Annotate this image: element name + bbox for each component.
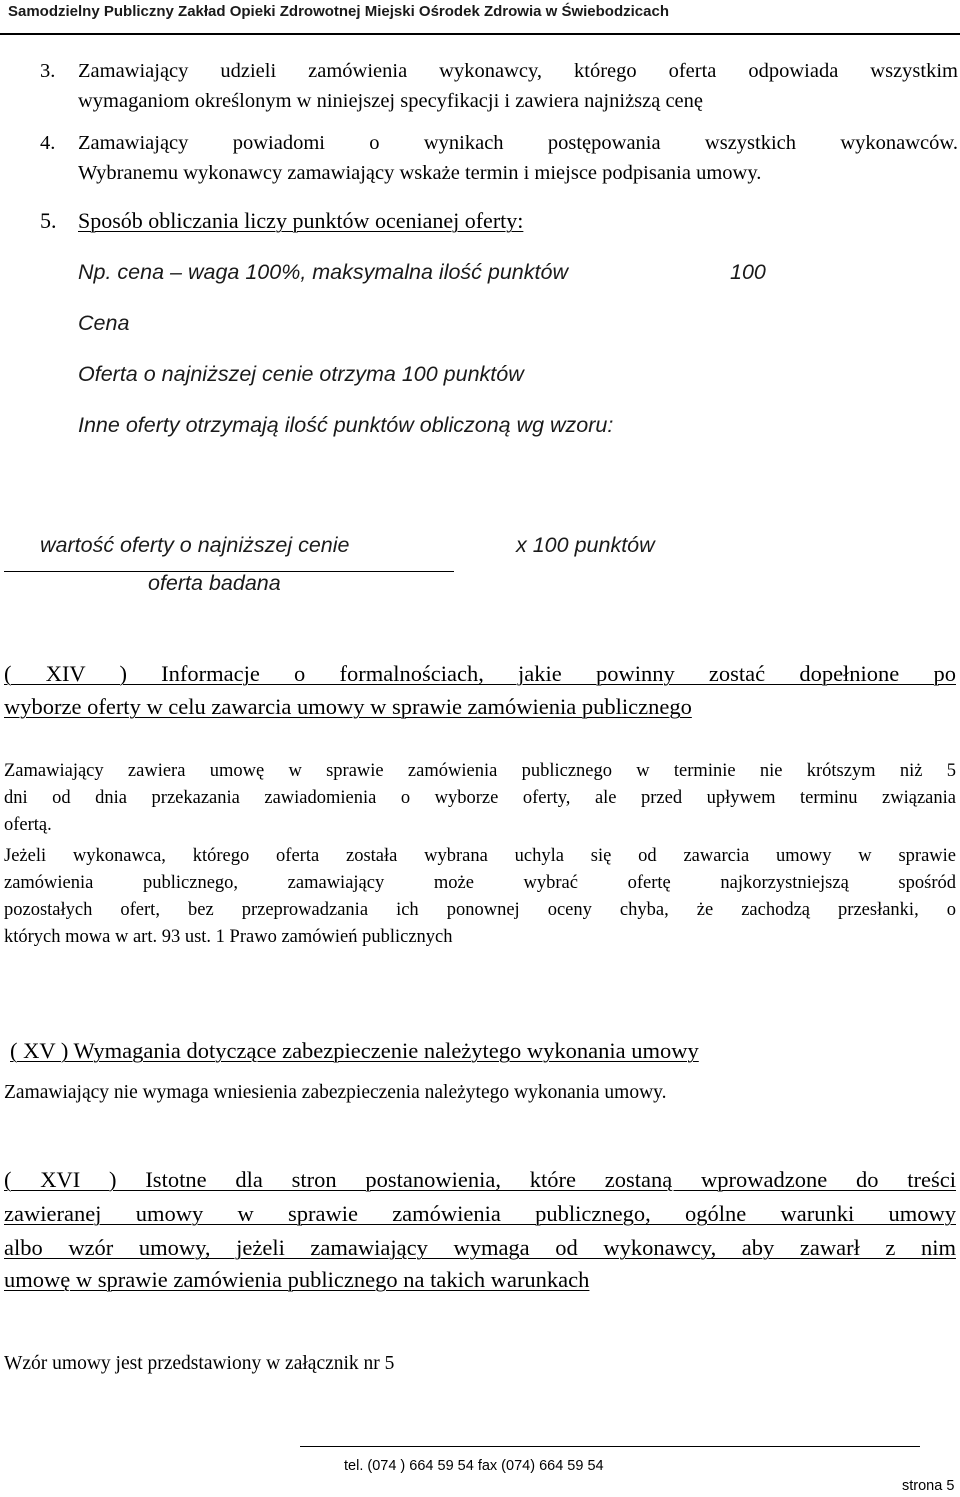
list-item-3-line2: wymaganiom określonym w niniejszej specyfikacji i zawiera najniższą cenę	[78, 90, 704, 112]
paragraph-line: których mowa w art. 93 ust. 1 Prawo zamówień publicznych	[4, 927, 453, 947]
scoring-method-title: Sposób obliczania liczy punktów ocenianej oferty:	[78, 208, 524, 233]
section-xvi-text: Wzór umowy jest przedstawiony w załącznik nr 5	[4, 1353, 395, 1374]
section-xvi-heading-line2: zawieranej umowy w sprawie zamówienia publicznego, ogólne warunki umowy	[4, 1201, 956, 1226]
paragraph-line: Zamawiający zawiera umowę w sprawie zamówienia publicznego w terminie nie krótszym niż 5	[4, 761, 956, 781]
formula-multiplier: x 100 punktów	[516, 533, 655, 557]
section-xv-text: Zamawiający nie wymaga wniesienia zabezpieczenia należytego wykonania umowy.	[4, 1082, 667, 1103]
example-max-points: 100	[730, 260, 766, 284]
section-xiv-heading-line2: wyborze oferty w celu zawarcia umowy w sprawie zamówienia publicznego	[4, 694, 692, 719]
paragraph-line: Jeżeli wykonawca, którego oferta została wybrana uchyla się od zawarcia umowy w sprawie	[4, 846, 956, 866]
example-criterion: Cena	[78, 311, 130, 335]
formula-denominator: oferta badana	[148, 571, 281, 595]
header-divider	[0, 33, 960, 35]
section-xiv-paragraph-2	[4, 843, 956, 951]
paragraph-line: ofertą.	[4, 815, 52, 835]
list-item-3-line1: Zamawiający udzieli zamówienia wykonawcy, którego oferta odpowiada wszystkim	[78, 60, 958, 82]
example-other-offers: Inne oferty otrzymają ilość punktów obliczoną wg wzoru:	[78, 413, 614, 437]
section-xvi-heading-line1: ( XVI ) Istotne dla stron postanowienia, które zostaną wprowadzone do treści	[4, 1167, 956, 1192]
section-xv-heading: ( XV ) Wymagania dotyczące zabezpieczenie należytego wykonania umowy	[10, 1038, 699, 1063]
formula-numerator: wartość oferty o najniższej cenie	[40, 533, 350, 557]
footer-page-number: strona 5	[902, 1478, 955, 1494]
section-xvi-heading-line3: albo wzór umowy, jeżeli zamawiający wymaga od wykonawcy, aby zawarł z nim	[4, 1235, 956, 1260]
paragraph-line: dni od dnia przekazania zawiadomienia o wyborze oferty, ale przed upływem terminu związania	[4, 788, 956, 808]
example-lowest-price: Oferta o najniższej cenie otrzyma 100 punktów	[78, 362, 524, 386]
footer-contact: tel. (074 ) 664 59 54 fax (074) 664 59 54	[344, 1458, 604, 1474]
list-item-4-line2: Wybranemu wykonawcy zamawiający wskaże termin i miejsce podpisania umowy.	[78, 162, 762, 184]
section-xiv-paragraph-1	[4, 758, 956, 839]
paragraph-line: pozostałych ofert, bez przeprowadzania ich ponownej oceny chyba, że zachodzą przesłanki, o	[4, 900, 956, 920]
list-number-3: 3.	[40, 60, 56, 82]
list-number-5: 5.	[40, 208, 57, 233]
list-number-4: 4.	[40, 132, 56, 154]
section-xvi-heading-line4: umowę w sprawie zamówienia publicznego na takich warunkach	[4, 1267, 590, 1292]
header-title: Samodzielny Publiczny Zakład Opieki Zdrowotnej Miejski Ośrodek Zdrowia w Świebodzicach	[8, 3, 669, 20]
section-xiv-heading-line1: ( XIV ) Informacje o formalnościach, jakie powinny zostać dopełnione po	[4, 661, 956, 686]
paragraph-line: zamówienia publicznego, zamawiający może wybrać ofertę najkorzystniejszą spośród	[4, 873, 956, 893]
list-item-4-line1: Zamawiający powiadomi o wynikach postępowania wszystkich wykonawców.	[78, 132, 958, 154]
example-price-weight: Np. cena – waga 100%, maksymalna ilość punktów	[78, 260, 568, 284]
footer-divider	[300, 1446, 920, 1447]
